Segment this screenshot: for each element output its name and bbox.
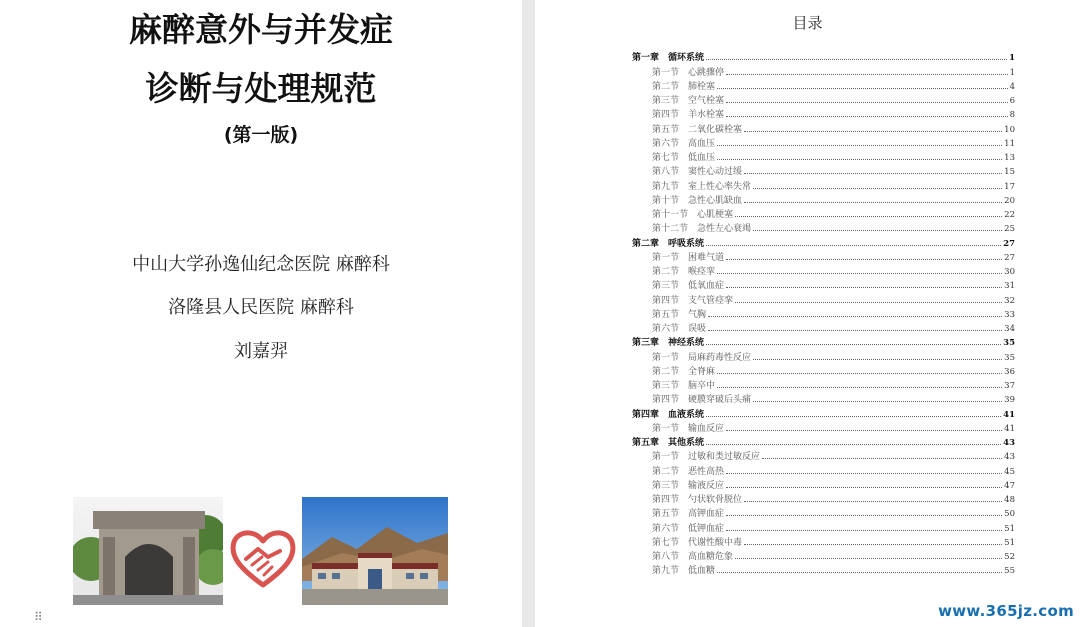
toc-page-number: 36 — [1004, 366, 1015, 377]
toc-section-row[interactable] — [632, 63, 1015, 77]
toc-entry-name: 低血糖 — [688, 566, 716, 577]
toc-entry-heading — [632, 521, 724, 534]
toc-page-number: 55 — [1004, 566, 1015, 577]
toc-entry-heading — [632, 93, 724, 106]
toc-entry-label: 第一节 — [652, 452, 680, 463]
toc-entry-label: 第六节 — [652, 138, 680, 149]
toc-entry-label: 第十二节 — [652, 224, 689, 235]
toc-entry-name: 输血反应 — [688, 423, 725, 434]
toc-entry-label: 第三节 — [652, 480, 680, 491]
toc-entry-heading — [632, 535, 742, 548]
toc-leader-dots — [717, 572, 1002, 573]
cover-edition: (第一版) — [223, 124, 299, 146]
toc-entry-name: 心肌梗塞 — [697, 210, 734, 220]
toc-entry-heading — [632, 250, 724, 263]
toc-leader-dots — [753, 188, 1002, 189]
toc-chapter-row[interactable] — [632, 405, 1015, 419]
toc-page-number: 27 — [1003, 238, 1015, 249]
toc-entry-name: 误吸 — [688, 324, 707, 334]
toc-entry-name: 二氧化碳栓塞 — [688, 124, 743, 135]
toc-section-row[interactable] — [632, 78, 1015, 92]
toc-entry-name: 代谢性酸中毒 — [688, 537, 743, 548]
toc-entry-name: 低氧血症 — [688, 281, 725, 292]
toc-entry-label: 第九节 — [652, 566, 680, 577]
toc-entry-name: 低血压 — [688, 153, 716, 163]
toc-entry-label: 第四节 — [652, 495, 680, 505]
toc-leader-dots — [717, 373, 1002, 374]
toc-page-number: 48 — [1004, 495, 1015, 505]
toc-leader-dots — [706, 416, 1001, 417]
toc-leader-dots — [726, 116, 1008, 117]
toc-entry-name: 高血糖危象 — [688, 552, 734, 562]
toc-entry-name: 局麻药毒性反应 — [688, 352, 752, 363]
toc-leader-dots — [726, 530, 1002, 531]
toc-entry-heading — [632, 478, 724, 491]
toc-entry-label: 第二节 — [652, 267, 680, 277]
toc-entry-heading — [632, 221, 751, 234]
toc-page-number: 8 — [1009, 110, 1015, 121]
toc-entry-heading — [632, 136, 715, 149]
toc-leader-dots — [753, 401, 1002, 402]
toc-entry-name: 急性左心衰竭 — [697, 224, 752, 235]
toc-entry-label: 第二节 — [652, 466, 680, 477]
toc-section-row[interactable] — [632, 249, 1015, 263]
toc-page-number: 43 — [1003, 438, 1015, 448]
toc-entry-heading — [632, 364, 715, 377]
toc-entry-heading — [632, 307, 706, 320]
toc-section-row[interactable] — [632, 263, 1015, 277]
toc-page-number: 52 — [1004, 552, 1015, 562]
toc-entry-label: 第十节 — [652, 195, 680, 206]
toc-list — [632, 49, 1015, 576]
toc-entry-name: 过敏和类过敏反应 — [688, 452, 761, 463]
toc-section-row[interactable] — [632, 149, 1015, 163]
toc-entry-name: 高血压 — [688, 138, 716, 149]
toc-page-number: 25 — [1004, 224, 1015, 235]
toc-entry-name: 肺栓塞 — [688, 81, 716, 92]
toc-leader-dots — [706, 245, 1001, 246]
toc-entry-name: 羊水栓塞 — [688, 110, 725, 121]
toc-page-number: 37 — [1004, 381, 1015, 391]
toc-section-row[interactable] — [632, 420, 1015, 434]
toc-leader-dots — [744, 131, 1002, 132]
toc-entry-name: 神经系统 — [668, 338, 705, 349]
toc-section-row[interactable] — [632, 277, 1015, 291]
toc-entry-heading — [632, 236, 704, 249]
toc-entry-heading — [632, 264, 715, 277]
toc-leader-dots — [726, 74, 1008, 75]
toc-entry-label: 第五节 — [652, 509, 680, 520]
toc-entry-label: 第二节 — [652, 81, 680, 92]
toc-section-row[interactable] — [632, 348, 1015, 362]
toc-entry-name: 血液系统 — [668, 409, 705, 420]
toc-entry-label: 第四节 — [652, 395, 680, 406]
toc-entry-label: 第一节 — [652, 67, 680, 78]
toc-section-row[interactable] — [632, 106, 1015, 120]
toc-leader-dots — [735, 302, 1002, 303]
toc-entry-heading — [632, 207, 733, 220]
toc-section-row[interactable] — [632, 291, 1015, 305]
toc-entry-label: 第五节 — [652, 309, 680, 320]
toc-page-number: 1 — [1009, 53, 1015, 64]
toc-entry-name: 低钾血症 — [688, 523, 725, 534]
toc-entry-heading — [632, 193, 742, 206]
toc-entry-heading — [632, 122, 742, 135]
cover-title-line1: 麻醉意外与并发症 — [129, 10, 393, 49]
toc-section-row[interactable] — [632, 163, 1015, 177]
toc-page-number: 35 — [1004, 352, 1015, 363]
toc-page-number: 47 — [1004, 480, 1015, 491]
toc-page-number: 11 — [1004, 138, 1015, 149]
toc-page-number: 1 — [1009, 67, 1015, 78]
toc-page-number: 17 — [1004, 181, 1015, 192]
toc-section-row[interactable] — [632, 220, 1015, 234]
toc-section-row[interactable] — [632, 306, 1015, 320]
toc-section-row[interactable] — [632, 92, 1015, 106]
toc-leader-dots — [744, 501, 1002, 502]
toc-section-row[interactable] — [632, 177, 1015, 191]
toc-entry-label: 第一章 — [632, 53, 660, 64]
toc-entry-name: 循环系统 — [668, 53, 705, 64]
toc-leader-dots — [735, 558, 1002, 559]
toc-leader-dots — [753, 230, 1002, 231]
toc-entry-heading — [632, 335, 704, 348]
toc-section-row[interactable] — [632, 505, 1015, 519]
toc-page-number: 33 — [1004, 309, 1015, 320]
watermark: www.365jz.com — [938, 602, 1074, 620]
toc-page-number: 41 — [1004, 423, 1015, 434]
toc-entry-heading — [632, 50, 704, 63]
drag-handle-icon[interactable]: ⠿ — [34, 610, 43, 624]
toc-leader-dots — [744, 173, 1002, 174]
toc-leader-dots — [726, 259, 1002, 260]
toc-entry-heading — [632, 278, 724, 291]
toc-entry-name: 全脊麻 — [688, 366, 716, 377]
toc-page-number: 51 — [1004, 537, 1015, 548]
toc-entry-label: 第二章 — [632, 238, 660, 249]
toc-entry-heading — [632, 150, 715, 163]
toc-entry-label: 第二节 — [652, 366, 680, 377]
toc-entry-heading — [632, 107, 724, 120]
toc-entry-name: 支气管痉挛 — [688, 295, 734, 306]
toc-leader-dots — [717, 273, 1002, 274]
toc-entry-label: 第十一节 — [652, 210, 689, 220]
toc-page-number: 32 — [1004, 295, 1015, 306]
toc-entry-name: 脑卒中 — [688, 381, 716, 391]
toc-entry-label: 第三节 — [652, 281, 680, 292]
toc-entry-heading — [632, 407, 704, 420]
toc-entry-name: 心跳骤停 — [688, 67, 725, 78]
toc-leader-dots — [706, 59, 1007, 60]
toc-entry-label: 第三章 — [632, 338, 660, 349]
toc-entry-heading — [632, 350, 751, 363]
toc-entry-name: 其他系统 — [668, 438, 705, 448]
toc-section-row[interactable] — [632, 391, 1015, 405]
toc-leader-dots — [753, 359, 1002, 360]
toc-leader-dots — [706, 444, 1001, 445]
toc-section-row[interactable] — [632, 363, 1015, 377]
toc-page-number: 50 — [1004, 509, 1015, 520]
toc-section-row[interactable] — [632, 548, 1015, 562]
toc-section-row[interactable] — [632, 120, 1015, 134]
toc-entry-label: 第一节 — [652, 252, 680, 263]
toc-entry-name: 勺状软骨脱位 — [688, 495, 743, 505]
toc-page-number: 34 — [1004, 324, 1015, 334]
toc-entry-label: 第五章 — [632, 438, 660, 448]
toc-page-number: 41 — [1003, 409, 1015, 420]
toc-leader-dots — [708, 316, 1002, 317]
toc-entry-label: 第七节 — [652, 537, 680, 548]
toc-entry-heading — [632, 164, 742, 177]
toc-leader-dots — [717, 145, 1002, 146]
toc-section-row[interactable] — [632, 519, 1015, 533]
toc-entry-name: 输液反应 — [688, 480, 725, 491]
toc-title: 目录 — [792, 14, 823, 32]
toc-entry-heading — [632, 492, 742, 505]
toc-section-row[interactable] — [632, 491, 1015, 505]
cover-org-1: 中山大学孙逸仙纪念医院 麻醉科 — [132, 254, 390, 275]
toc-chapter-row[interactable] — [632, 49, 1015, 63]
toc-section-row[interactable] — [632, 192, 1015, 206]
toc-leader-dots — [717, 387, 1002, 388]
toc-entry-heading — [632, 549, 733, 562]
toc-entry-label: 第八节 — [652, 552, 680, 562]
toc-page-number: 45 — [1004, 466, 1015, 477]
toc-page-number: 43 — [1004, 452, 1015, 463]
toc-entry-label: 第一节 — [652, 423, 680, 434]
toc-leader-dots — [762, 458, 1002, 459]
county-hospital-photo — [302, 497, 448, 605]
toc-entry-label: 第六节 — [652, 523, 680, 534]
toc-entry-name: 呼吸系统 — [668, 238, 705, 249]
toc-entry-name: 室上性心率失常 — [688, 181, 752, 192]
toc-section-row[interactable] — [632, 534, 1015, 548]
toc-entry-heading — [632, 79, 715, 92]
toc-page-number: 20 — [1004, 195, 1015, 206]
toc-leader-dots — [726, 515, 1002, 516]
toc-page — [535, 0, 1080, 627]
toc-section-row[interactable] — [632, 320, 1015, 334]
toc-page-number: 31 — [1004, 281, 1015, 292]
toc-page-number: 51 — [1004, 523, 1015, 534]
toc-entry-heading — [632, 435, 704, 448]
toc-leader-dots — [735, 216, 1002, 217]
toc-page-number: 39 — [1004, 395, 1015, 406]
toc-entry-label: 第六节 — [652, 324, 680, 334]
toc-section-row[interactable] — [632, 135, 1015, 149]
toc-entry-name: 硬膜穿破后头痛 — [688, 395, 752, 406]
cover-page — [0, 0, 522, 627]
toc-entry-heading — [632, 293, 733, 306]
toc-leader-dots — [717, 159, 1002, 160]
toc-section-row[interactable] — [632, 562, 1015, 576]
toc-page-number: 27 — [1004, 252, 1015, 263]
toc-leader-dots — [717, 88, 1008, 89]
toc-entry-name: 恶性高热 — [688, 466, 725, 477]
toc-entry-name: 喉痉挛 — [688, 267, 716, 277]
toc-entry-label: 第四章 — [632, 409, 660, 420]
toc-page-number: 30 — [1004, 267, 1015, 277]
toc-page-number: 6 — [1009, 96, 1015, 106]
toc-chapter-row[interactable] — [632, 434, 1015, 448]
toc-section-row[interactable] — [632, 206, 1015, 220]
toc-entry-label: 第三节 — [652, 381, 680, 391]
toc-entry-name: 窦性心动过缓 — [688, 167, 743, 178]
toc-chapter-row[interactable] — [632, 334, 1015, 348]
toc-entry-heading — [632, 378, 715, 391]
toc-entry-heading — [632, 65, 724, 78]
toc-entry-heading — [632, 321, 706, 334]
toc-entry-heading — [632, 464, 724, 477]
heart-handshake-icon — [228, 527, 298, 589]
toc-leader-dots — [726, 487, 1002, 488]
toc-entry-heading — [632, 421, 724, 434]
toc-page-number: 13 — [1004, 153, 1015, 163]
toc-leader-dots — [744, 544, 1002, 545]
toc-page-number: 22 — [1004, 210, 1015, 220]
toc-entry-heading — [632, 392, 751, 405]
toc-section-row[interactable] — [632, 377, 1015, 391]
toc-entry-name: 空气栓塞 — [688, 96, 725, 106]
cover-title-line2: 诊断与处理规范 — [145, 69, 377, 108]
toc-leader-dots — [726, 287, 1002, 288]
toc-leader-dots — [726, 473, 1002, 474]
toc-entry-heading — [632, 449, 760, 462]
toc-leader-dots — [726, 102, 1008, 103]
toc-chapter-row[interactable] — [632, 234, 1015, 248]
cover-author: 刘嘉羿 — [234, 341, 288, 362]
toc-section-row[interactable] — [632, 462, 1015, 476]
toc-page-number: 15 — [1004, 167, 1015, 178]
toc-entry-label: 第一节 — [652, 352, 680, 363]
toc-page-number: 35 — [1003, 338, 1015, 349]
toc-page-number: 4 — [1009, 81, 1015, 92]
toc-entry-label: 第五节 — [652, 124, 680, 135]
toc-section-row[interactable] — [632, 448, 1015, 462]
toc-entry-label: 第七节 — [652, 153, 680, 163]
toc-leader-dots — [726, 430, 1002, 431]
toc-entry-name: 急性心肌缺血 — [688, 195, 743, 206]
toc-entry-heading — [632, 563, 715, 576]
cover-org-2: 洛隆县人民医院 麻醉科 — [168, 297, 354, 318]
toc-entry-label: 第四节 — [652, 110, 680, 121]
hospital-gate-photo — [73, 497, 223, 605]
toc-leader-dots — [708, 330, 1002, 331]
toc-entry-label: 第四节 — [652, 295, 680, 306]
toc-page-number: 10 — [1004, 124, 1015, 135]
toc-entry-label: 第三节 — [652, 96, 680, 106]
toc-entry-heading — [632, 506, 724, 519]
toc-leader-dots — [706, 344, 1001, 345]
toc-entry-name: 困难气道 — [688, 252, 725, 263]
toc-entry-heading — [632, 179, 751, 192]
toc-entry-name: 气胸 — [688, 309, 707, 320]
toc-entry-label: 第八节 — [652, 167, 680, 178]
toc-entry-label: 第九节 — [652, 181, 680, 192]
toc-leader-dots — [744, 202, 1002, 203]
toc-entry-name: 高钾血症 — [688, 509, 725, 520]
toc-section-row[interactable] — [632, 477, 1015, 491]
